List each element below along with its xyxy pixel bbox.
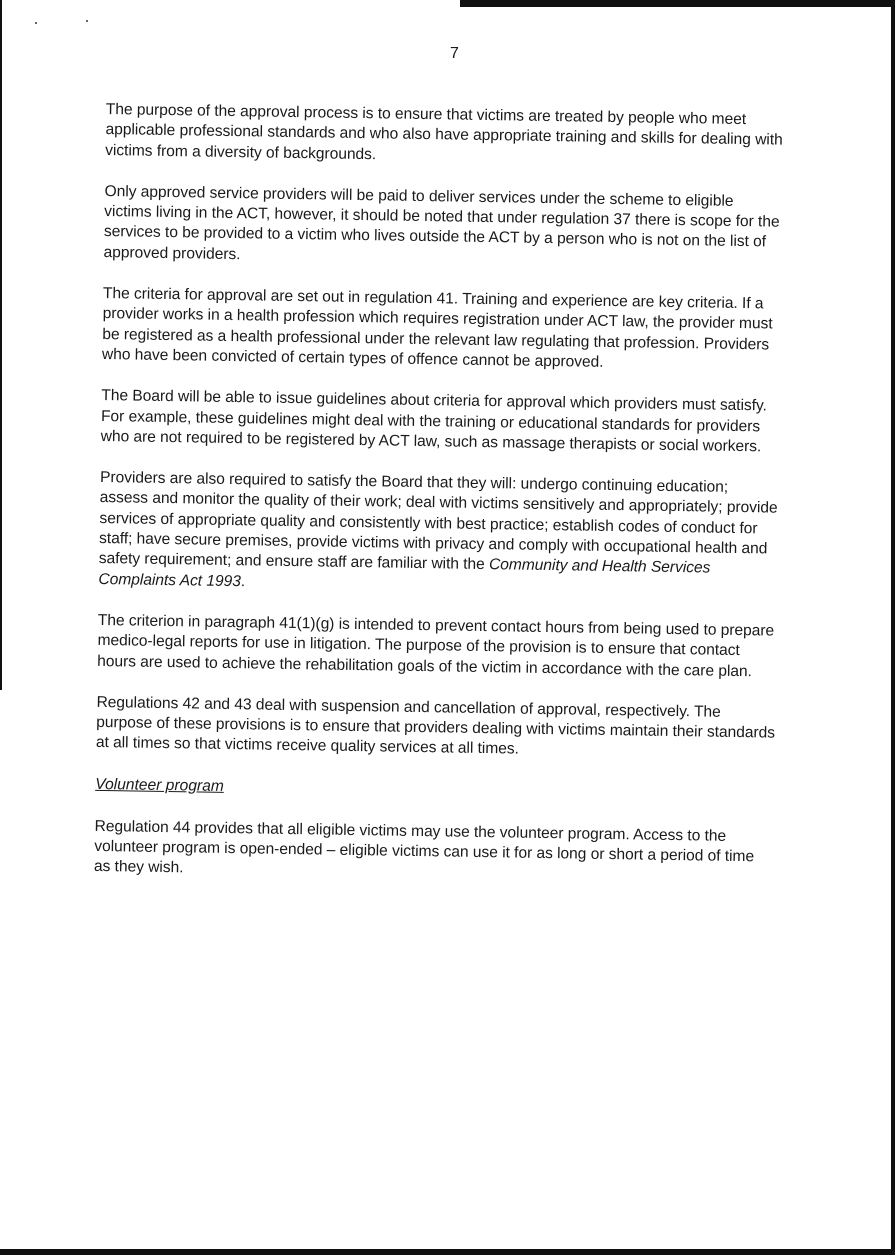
scan-edge-right (891, 0, 895, 1255)
act-title: Community and Health Services Complaints Act 1993 (98, 556, 711, 590)
paragraph-provider-requirements (98, 468, 780, 600)
scan-speck (86, 20, 88, 22)
paragraph-approved-providers: Only approved service providers will be paid to deliver services under the scheme to eligible victims living in the ACT, however, it should be noted that under regulation 37 there is scope for the services to be provided to a victim who lives outside the ACT by a person who is not on the list of approved providers. (103, 182, 780, 263)
page-number: 7 (450, 45, 459, 62)
scan-edge-bottom (0, 1249, 895, 1255)
paragraph-board-guidelines: The Board will be able to issue guidelines about criteria for approval which providers must satisfy. For example, these guidelines might deal with the training or educational standards for providers who are not required to be registered by ACT law, such as massage therapists or social workers. (100, 387, 767, 456)
document-body (93, 100, 785, 909)
paragraph-volunteer-program: Regulation 44 provides that all eligible victims may use the volunteer program. Access to the volunteer program is open-ended – eligible victims can use it for as long or short a period of time as they wish. (93, 817, 755, 877)
paragraph-criterion-41: The criterion in paragraph 41(1)(g) is intended to prevent contact hours from being used to prepare medico-legal reports for use in litigation. The purpose of the provision is to ensure that contact hours are used to achieve the rehabilitation goals of the victim in accordance with the care plan. (97, 611, 775, 680)
paragraph-suspension-cancellation: Regulations 42 and 43 deal with suspension and cancellation of approval, respectively. The purpose of these provisions is to ensure that providers dealing with victims maintain their standards at all times so that victims receive quality services at all times. (95, 693, 776, 758)
section-heading-volunteer-program: Volunteer program (95, 775, 224, 795)
paragraph-approval-criteria: The criteria for approval are set out in regulation 41. Training and experience are key criteria. If a provider works in a health profession which requires registration under ACT law, the provider must be registered as a health professional under the relevant law regulating that profession. Providers who have been convicted of certain types of offence cannot be approved. (101, 285, 773, 371)
provider-requirements-text: Providers are also required to satisfy the Board that they will: undergo continuing education; assess and monitor the quality of their work; deal with victims sensitively and appropriately; provide services of appropriate quality and consistently with best practice; establish codes of conduct for staff; have secure premises, provide victims with privacy and comply with occupational health and safety requirement; and ensure staff are familiar with the (98, 469, 778, 574)
scan-edge-top (460, 0, 895, 7)
provider-requirements-end: . (240, 572, 246, 590)
paragraph-approval-purpose: The purpose of the approval process is to ensure that victims are treated by people who meet applicable professional standards and who also have appropriate training and skills for dealing with victims from a diversity of backgrounds. (105, 100, 783, 163)
scan-edge-left (0, 0, 2, 690)
scan-speck (35, 22, 37, 24)
